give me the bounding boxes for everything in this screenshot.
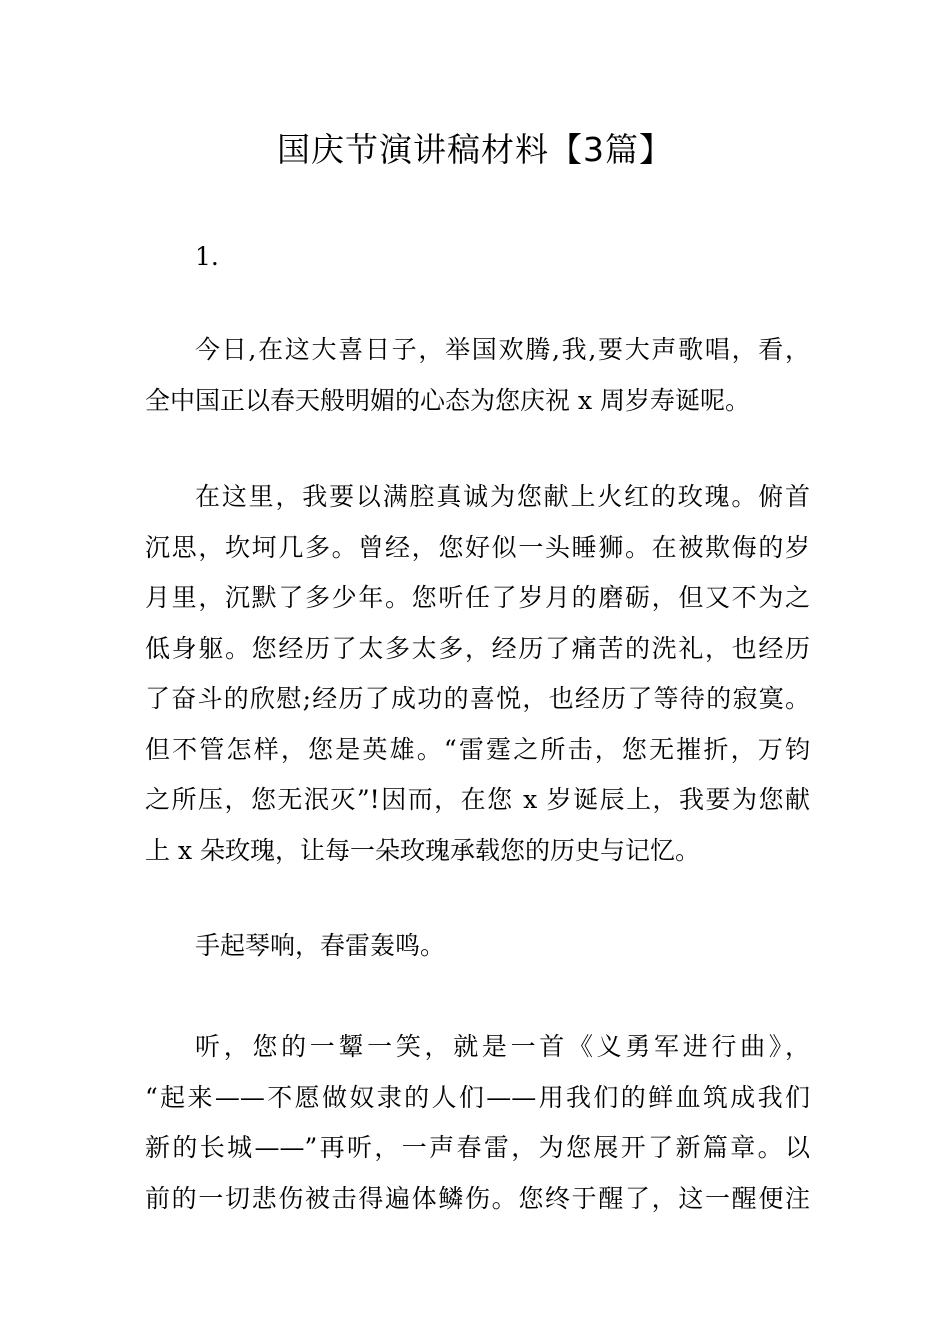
paragraph-line: 新的长城——”再听，一声春雷，为您展开了新篇章。以: [145, 1133, 810, 1162]
paragraph-line: 之所压，您无泯灭”!因而，在您 x 岁诞辰上，我要为您献: [145, 785, 810, 814]
paragraph-line: 全中国正以春天般明媚的心态为您庆祝 x 周岁寿诞呢。: [145, 385, 750, 415]
paragraph-line: 沉思，坎坷几多。曾经，您好似一头睡狮。在被欺侮的岁: [145, 532, 810, 562]
document-title: 国庆节演讲稿材料【3篇】: [277, 130, 673, 169]
paragraph-line: 听，您的一颦一笑，就是一首《义勇军进行曲》，: [195, 1032, 810, 1061]
paragraph-4: [145, 1022, 810, 1224]
section-number: [145, 232, 810, 283]
paragraph-line: 了奋斗的欣慰;经历了成功的喜悦，也经历了等待的寂寞。: [145, 684, 810, 713]
paragraph-3: [145, 921, 810, 972]
paragraph-line: 低身躯。您经历了太多太多，经历了痛苦的洗礼，也经历: [145, 633, 810, 663]
paragraph-line: 前的一切悲伤被击得遍体鳞伤。您终于醒了，这一醒便注: [145, 1183, 810, 1213]
paragraph-line: 今日,在这大喜日子，举国欢腾,我,要大声歌唱，看，: [195, 335, 810, 364]
paragraph-1: [145, 325, 810, 426]
paragraph-line: 上 x 朵玫瑰，让每一朵玫瑰承载您的历史与记忆。: [145, 835, 700, 865]
paragraph-line: 手起琴响，春雷轰鸣。: [195, 931, 446, 960]
paragraph-2: [145, 472, 810, 876]
paragraph-line: 月里，沉默了多少年。您听任了岁月的磨砺，但又不为之: [145, 583, 810, 612]
section-number-text: 1.: [195, 242, 219, 271]
paragraph-line: “起来——不愿做奴隶的人们——用我们的鲜血筑成我们: [145, 1082, 810, 1112]
paragraph-line: 但不管怎样，您是英雄。“雷霆之所击，您无摧折，万钧: [145, 734, 810, 764]
paragraph-line: 在这里，我要以满腔真诚为您献上火红的玫瑰。俯首: [195, 482, 810, 511]
